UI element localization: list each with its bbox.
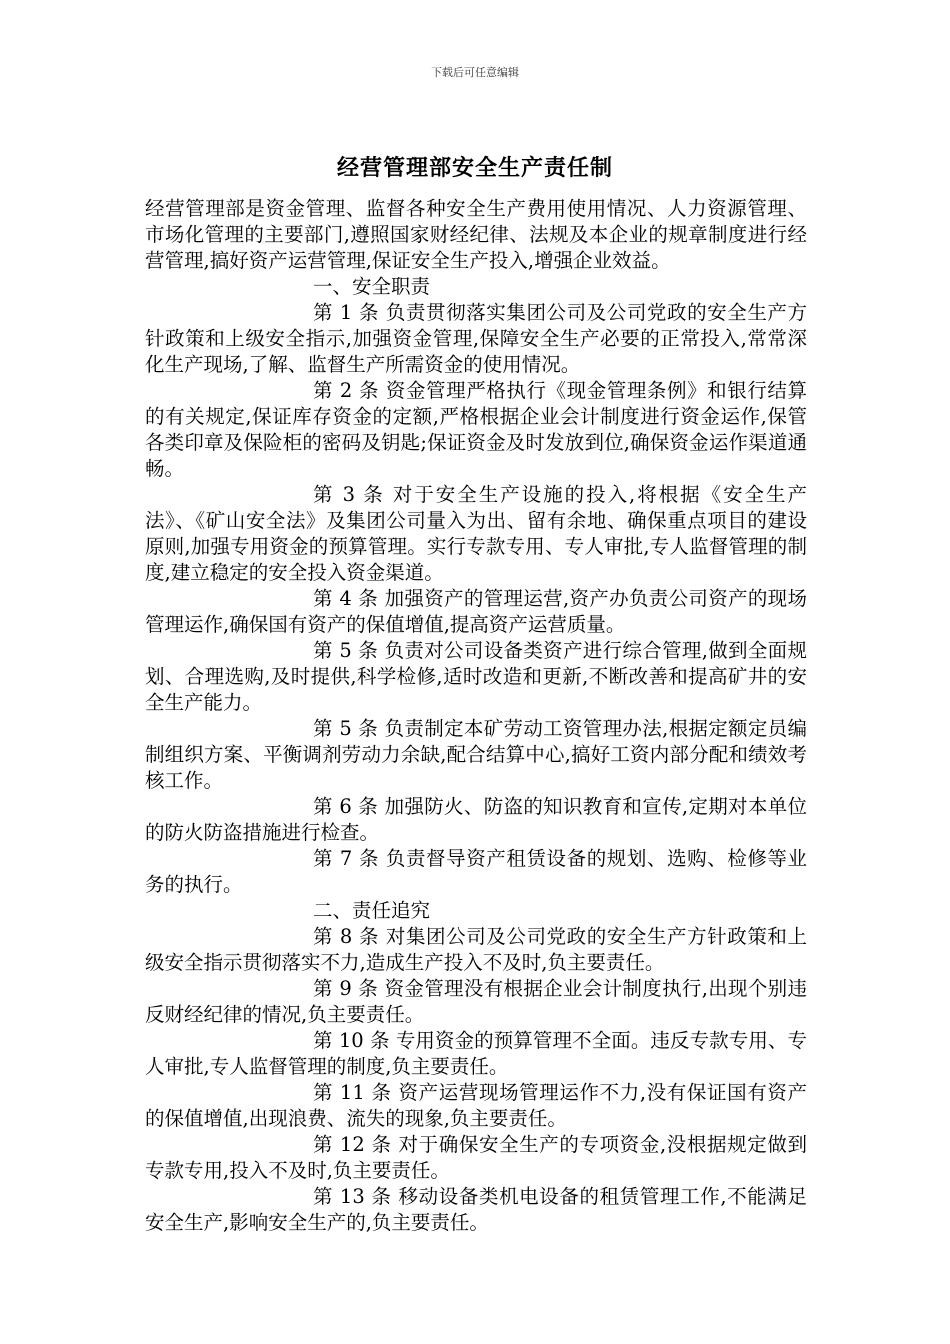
article-paragraph: 第 11 条 资产运营现场管理运作不力,没有保证国有资产的保值增值,出现浪费、流失的现象,负主要责任。 <box>145 1081 807 1130</box>
article-paragraph: 第 9 条 资金管理没有根据企业会计制度执行,出现个别违反财经纪律的情况,负主要责任。 <box>145 977 807 1026</box>
section-heading-duties: 一、安全职责 <box>313 275 431 298</box>
article-paragraph: 第 12 条 对于确保安全生产的专项资金,没根据规定做到专款专用,投入不及时,负主要责任。 <box>145 1133 807 1182</box>
article-paragraph: 第 8 条 对集团公司及公司党政的安全生产方针政策和上级安全指示贯彻落实不力,造成生产投入不及时,负主要责任。 <box>145 925 807 974</box>
header-note: 下载后可任意编辑 <box>431 66 519 79</box>
article-paragraph: 第 13 条 移动设备类机电设备的租赁管理工作,不能满足安全生产,影响安全生产的,负主要责任。 <box>145 1185 807 1234</box>
article-paragraph: 第 2 条 资金管理严格执行《现金管理条例》和银行结算的有关规定,保证库存资金的定额,严格根据企业会计制度进行资金运作,保管各类印章及保险柜的密码及钥匙;保证资金及时发放到位,确保资金运作渠道通畅。 <box>145 379 807 480</box>
article-paragraph: 第 10 条 专用资金的预算管理不全面。违反专款专用、专人审批,专人监督管理的制度,负主要责任。 <box>145 1029 807 1078</box>
article-paragraph: 第 3 条 对于安全生产设施的投入,将根据《安全生产法》、《矿山安全法》及集团公司量入为出、留有余地、确保重点项目的建设原则,加强专用资金的预算管理。实行专款专用、专人审批,专人监督管理的制度,建立稳定的安全投入资金渠道。 <box>145 483 807 584</box>
article-paragraph: 第 1 条 负责贯彻落实集团公司及公司党政的安全生产方针政策和上级安全指示,加强资金管理,保障安全生产必要的正常投入,常常深化生产现场,了解、监督生产所需资金的使用情况。 <box>145 301 807 376</box>
section-heading-accountability: 二、责任追究 <box>313 899 431 922</box>
document-title: 经营管理部安全生产责任制 <box>336 155 613 181</box>
article-paragraph: 第 6 条 加强防火、防盗的知识教育和宣传,定期对本单位的防火防盗措施进行检查。 <box>145 795 807 844</box>
intro-paragraph: 经营管理部是资金管理、监督各种安全生产费用使用情况、人力资源管理、市场化管理的主要部门,遵照国家财经纪律、法规及本企业的规章制度进行经营管理,搞好资产运营管理,保证安全生产投入,增强企业效益。 <box>145 197 807 272</box>
article-paragraph: 第 4 条 加强资产的管理运营,资产办负责公司资产的现场管理运作,确保国有资产的保值增值,提高资产运营质量。 <box>145 587 807 636</box>
article-paragraph: 第 5 条 负责对公司设备类资产进行综合管理,做到全面规划、合理选购,及时提供,科学检修,适时改造和更新,不断改善和提高矿井的安全生产能力。 <box>145 639 807 714</box>
document-body <box>145 196 807 1236</box>
article-paragraph: 第 7 条 负责督导资产租赁设备的规划、选购、检修等业务的执行。 <box>145 847 807 896</box>
article-paragraph: 第 5 条 负责制定本矿劳动工资管理办法,根据定额定员编制组织方案、平衡调剂劳动力余缺,配合结算中心,搞好工资内部分配和绩效考核工作。 <box>145 717 807 792</box>
